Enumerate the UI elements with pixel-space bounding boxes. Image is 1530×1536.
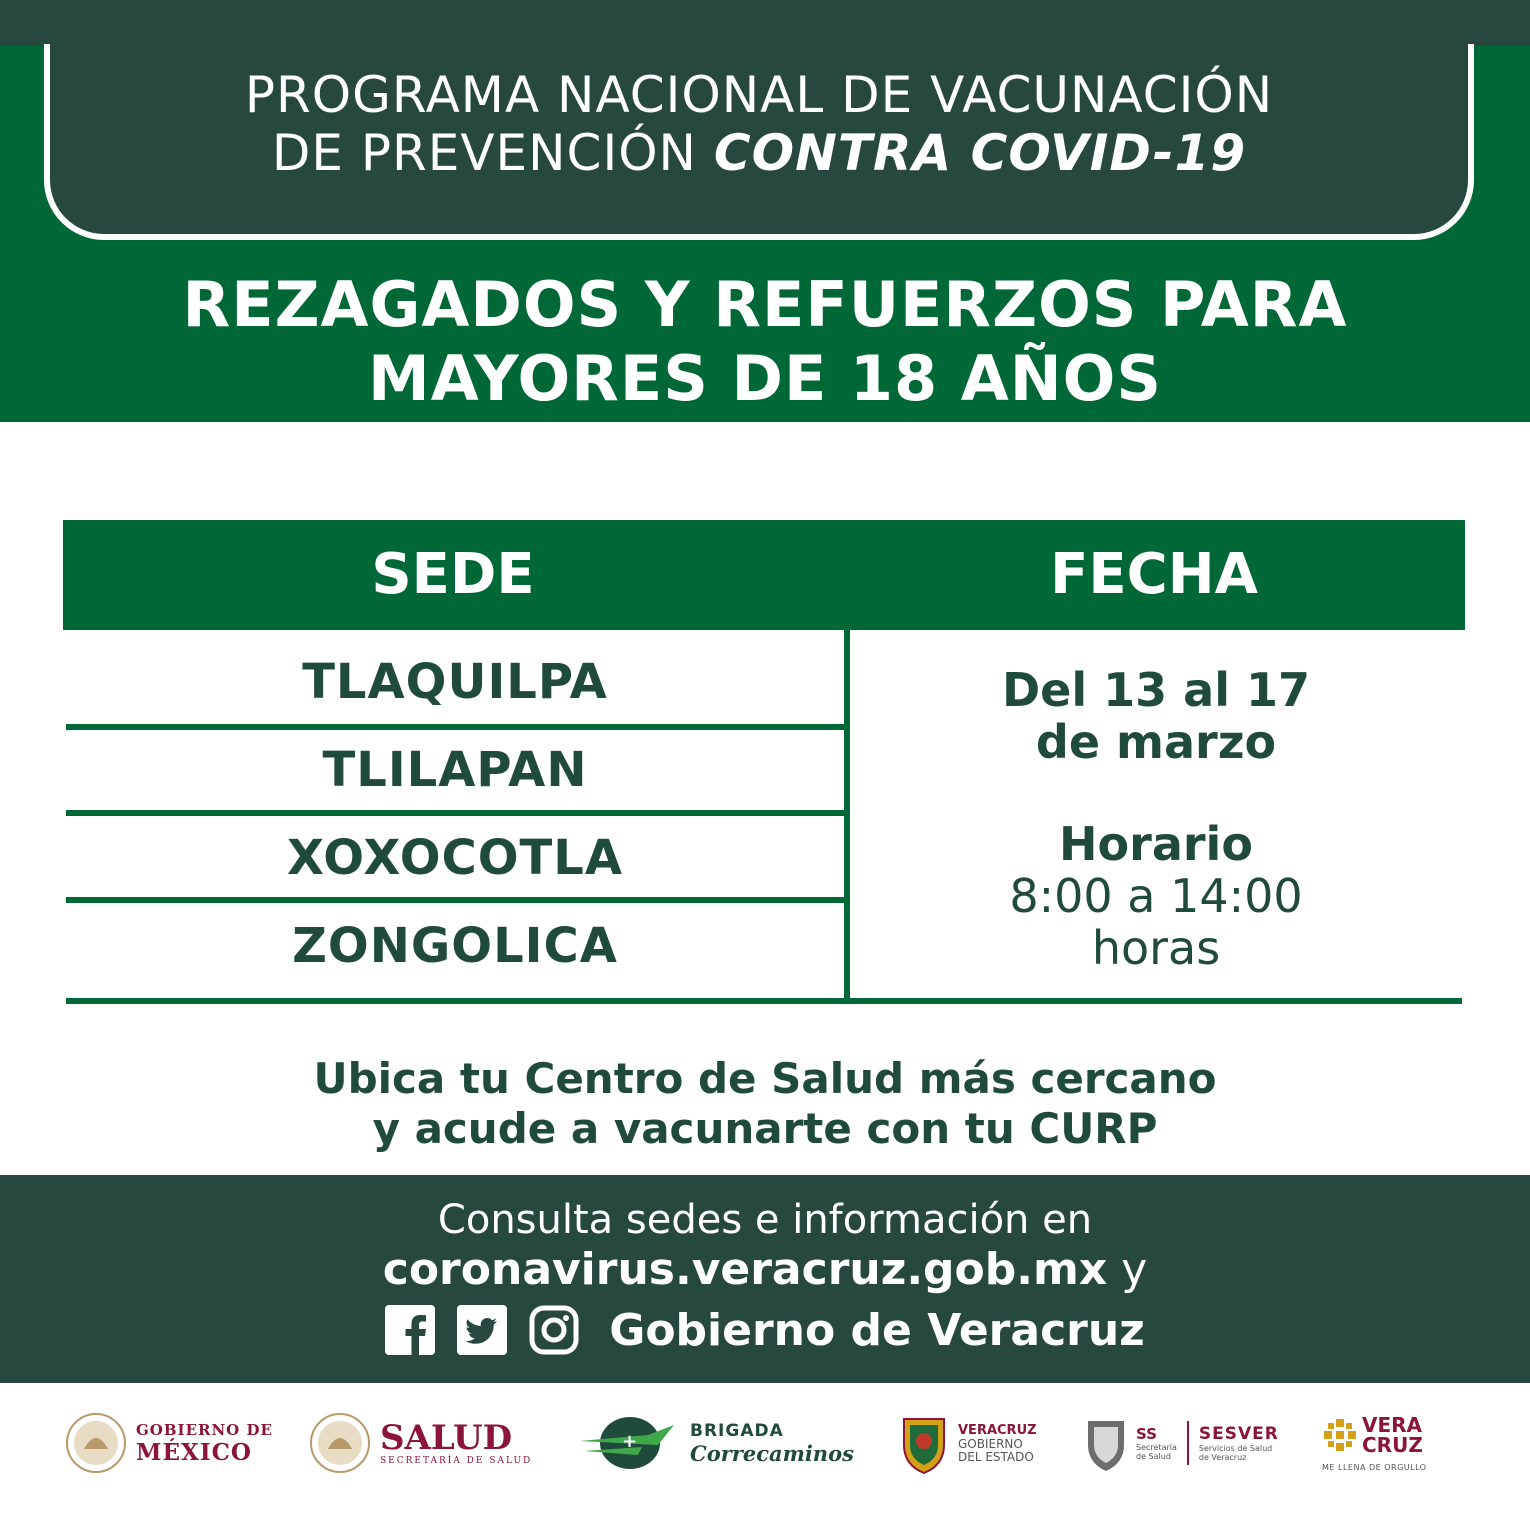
hours-line2: horas — [1091, 921, 1221, 975]
veracruz-line3: DEL ESTADO — [958, 1449, 1034, 1464]
veracruz-line2: GOBIERNO — [958, 1436, 1023, 1451]
program-title-line2-b: CONTRA COVID-19 — [713, 124, 1247, 182]
row-divider — [66, 724, 844, 730]
roadrunner-icon — [578, 1411, 682, 1475]
site-line — [0, 1243, 1530, 1297]
veracruz-title: VERACRUZ — [958, 1422, 1037, 1438]
sesver-title: SESVER — [1198, 1424, 1279, 1444]
table-bottom-line — [66, 998, 1462, 1004]
sede-cell: ZONGOLICA — [292, 918, 618, 974]
salud-title: SALUD — [380, 1418, 513, 1458]
program-title-line2 — [44, 124, 1474, 182]
locate-line2: y acude a vacunarte con tu CURP — [372, 1104, 1158, 1153]
logo-separator — [1187, 1421, 1189, 1465]
social-row — [0, 1300, 1530, 1360]
brigada-line2: Correcaminos — [690, 1440, 854, 1466]
sede-cell: TLILAPAN — [322, 742, 588, 798]
row-divider — [66, 897, 844, 903]
facebook-icon[interactable] — [385, 1305, 435, 1355]
vera-line1: VERA — [1362, 1413, 1423, 1437]
hours-line1: 8:00 a 14:00 — [1009, 869, 1303, 923]
salud-logo — [308, 1408, 532, 1478]
row-divider — [66, 810, 844, 816]
ss-line3: de Salud — [1136, 1452, 1171, 1461]
gobierno-mexico-line1: GOBIERNO DE — [136, 1420, 273, 1439]
locate-message — [0, 1054, 1530, 1154]
main-title-line1: REZAGADOS Y REFUERZOS PARA — [182, 268, 1348, 341]
vera-flower-icon — [1322, 1417, 1358, 1453]
program-title-line1: PROGRAMA NACIONAL DE VACUNACIÓN — [244, 66, 1274, 124]
instagram-icon[interactable] — [529, 1305, 579, 1355]
ss-title: SS — [1136, 1425, 1157, 1443]
fecha-dates — [850, 664, 1462, 768]
column-header-fecha: FECHA — [1050, 542, 1258, 607]
hours-label: Horario — [1059, 817, 1253, 871]
locate-line1: Ubica tu Centro de Salud más cercano — [313, 1054, 1217, 1103]
brigada-line1: BRIGADA — [690, 1420, 784, 1441]
salud-seal-icon — [308, 1411, 372, 1475]
svg-text:+: + — [622, 1431, 638, 1452]
gobierno-mexico-logo — [64, 1408, 273, 1478]
social-handle: Gobierno de Veracruz — [609, 1304, 1145, 1356]
main-title-line2: MAYORES DE 18 AÑOS — [368, 342, 1162, 415]
fecha-hours — [850, 818, 1462, 974]
gobierno-mexico-line2: MÉXICO — [136, 1438, 252, 1466]
vera-tagline: ME LLENA DE ORGULLO — [1322, 1463, 1427, 1472]
mexico-seal-icon — [64, 1411, 128, 1475]
ss-line2: Secretaría — [1136, 1443, 1177, 1452]
column-header-sede: SEDE — [371, 542, 535, 607]
ss-sesver-logo — [1084, 1408, 1279, 1478]
sede-cell: TLAQUILPA — [302, 654, 608, 710]
conjunction: y — [1121, 1244, 1148, 1295]
table-header — [63, 520, 1465, 630]
website-link[interactable]: coronavirus.veracruz.gob.mx — [382, 1244, 1108, 1295]
veracruz-orgullo-logo — [1322, 1410, 1423, 1460]
sede-cell: XOXOCOTLA — [287, 830, 623, 886]
sesver-line2: Servicios de Salud — [1198, 1444, 1273, 1453]
sesver-line3: de Veracruz — [1198, 1453, 1247, 1462]
salud-subtitle: SECRETARÍA DE SALUD — [380, 1456, 533, 1466]
dates-line1: Del 13 al 17 — [1001, 663, 1311, 717]
ss-shield-icon — [1084, 1413, 1128, 1473]
veracruz-shield-icon — [898, 1411, 950, 1475]
program-title-line2-a: DE PREVENCIÓN — [271, 124, 697, 182]
dates-line2: de marzo — [1035, 715, 1277, 769]
header-top-strip — [0, 0, 1530, 46]
brigada-correcaminos-logo — [578, 1408, 854, 1478]
vera-line2: CRUZ — [1362, 1433, 1423, 1457]
veracruz-gobierno-logo — [898, 1408, 1037, 1478]
main-title — [0, 268, 1530, 416]
consult-text: Consulta sedes e información en — [437, 1197, 1093, 1243]
program-title — [44, 66, 1474, 182]
twitter-icon[interactable] — [457, 1305, 507, 1355]
